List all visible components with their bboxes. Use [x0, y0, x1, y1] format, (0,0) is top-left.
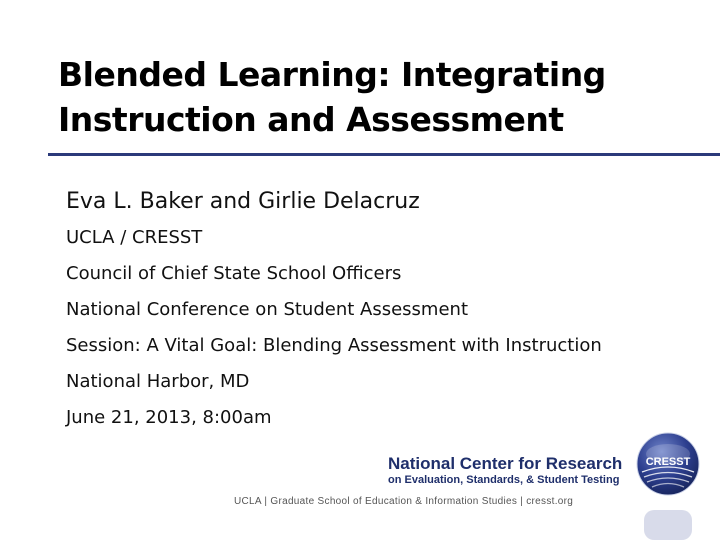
- org-subtitle: on Evaluation, Standards, & Student Testing: [388, 474, 620, 486]
- title-line-1: Blended Learning: Integrating: [58, 55, 606, 94]
- cresst-footer-logo: [230, 452, 630, 514]
- slide-title: [58, 52, 708, 142]
- cresst-seal-icon: [636, 432, 700, 496]
- org-name: National Center for Research: [388, 454, 623, 473]
- session-text: Session: A Vital Goal: Blending Assessment with Instruction: [66, 335, 602, 356]
- org-affiliation-line: UCLA | Graduate School of Education & Information Studies | cresst.org: [234, 496, 574, 507]
- authors-text: Eva L. Baker and Girlie Delacruz: [66, 189, 420, 214]
- conference-text: National Conference on Student Assessment: [66, 299, 469, 320]
- seal-label: CRESST: [645, 456, 691, 468]
- slide-body: [66, 184, 602, 436]
- title-line-2: Instruction and Assessment: [58, 100, 564, 139]
- date-text: June 21, 2013, 8:00am: [66, 407, 272, 428]
- location-text: National Harbor, MD: [66, 371, 250, 392]
- affiliation-text: UCLA / CRESST: [66, 227, 203, 248]
- organization-text: Council of Chief State School Officers: [66, 263, 402, 284]
- title-divider: [48, 153, 720, 156]
- seal-reflection: [636, 510, 700, 540]
